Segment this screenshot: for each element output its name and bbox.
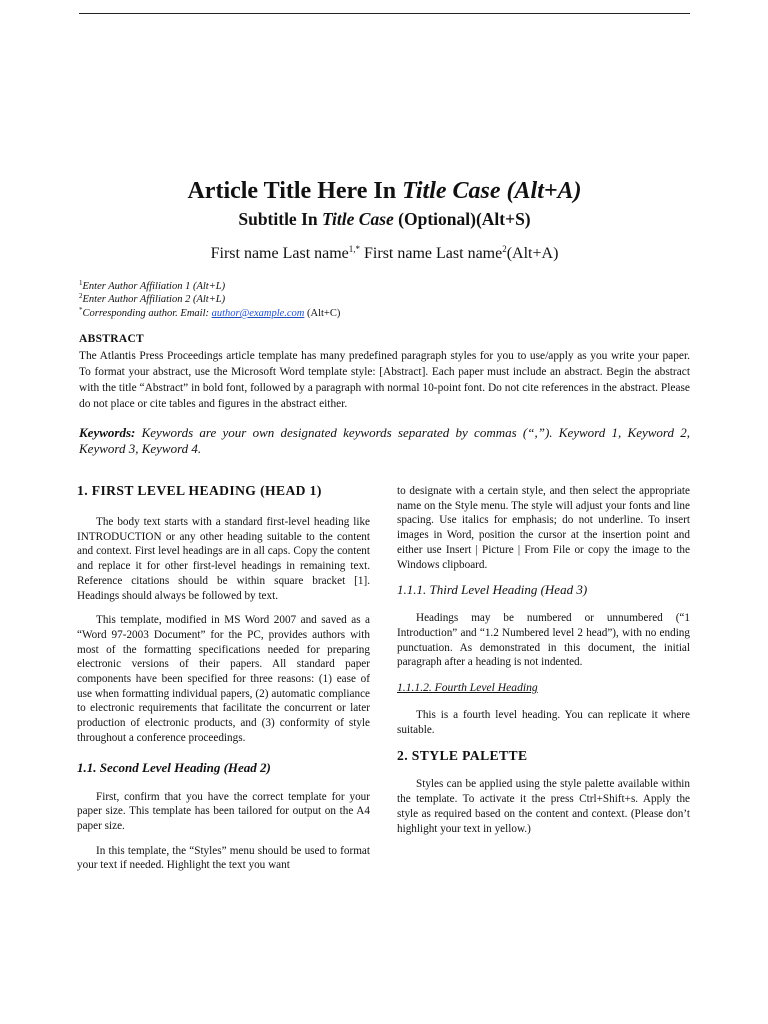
affiliation-1-marker: 1 — [79, 279, 83, 287]
paragraph: In this template, the “Styles” menu should be used to format your text if needed. Highlight the text you want — [77, 844, 370, 872]
author-1: First name Last name — [210, 245, 349, 262]
subtitle-text-a: Subtitle In — [238, 209, 322, 229]
left-column — [77, 482, 370, 883]
heading-level-3: 1.1.1. Third Level Heading (Head 3) — [397, 582, 588, 598]
paragraph: First, confirm that you have the correct template for your paper size. This template has been tailored for output on the A4 paper size. — [77, 790, 370, 832]
right-column — [397, 484, 690, 846]
heading-level-1: 1. FIRST LEVEL HEADING (HEAD 1) — [77, 483, 322, 498]
subtitle-text-b: (Optional)(Alt+S) — [393, 209, 531, 229]
author-2-marker: 2 — [502, 244, 507, 254]
email-link[interactable]: author@example.com — [211, 308, 305, 319]
paragraph: Styles can be applied using the style palette available within the template. To activate it the press Ctrl+Shift+s. Apply the style as required based on the content and context. (Please don’t highlight your text in yellow.) — [397, 778, 690, 835]
corresponding-text: Corresponding author. Email: — [82, 308, 212, 319]
affiliation-1-text: Enter Author Affiliation 1 (Alt+L) — [82, 281, 226, 292]
paragraph: Headings may be numbered or unnumbered (“1 Introduction” and “1.2 Numbered level 2 head”), with no ending punctuation. As demonstrated in this document, the initial paragraph after a heading is not indented. — [397, 612, 690, 669]
abstract-body: The Atlantis Press Proceedings article template has many predefined paragraph styles for you to use/apply as you write your paper. To format your abstract, use the Microsoft Word template style: [Abstract]. Each paper must include an abstract. Begin the abstract with the title “Abstract” in bold font, followed by a paragraph with normal 10-point font. Do not cite references in the abstract. Please do not place or cite tables and figures in the abstract either. — [79, 350, 690, 411]
heading-level-2: 1.1. Second Level Heading (Head 2) — [77, 759, 271, 775]
paragraph: to designate with a certain style, and then select the appropriate name on the Style menu. The style will adjust your fonts and line spacing. Use italics for emphasis; do not underline. To insert images in Word, position the cursor at the insertion point and either use Insert | Picture | From File or copy the image to the Windows clipboard. — [397, 485, 690, 571]
header-rule — [79, 13, 690, 14]
subtitle-italic-text: Title Case — [322, 209, 394, 229]
author-2: First name Last name — [360, 245, 503, 262]
keywords-label: Keywords: — [79, 425, 136, 440]
paragraph: This template, modified in MS Word 2007 and saved as a “Word 97-2003 Document” for the PC, provides authors with most of the formatting specifications needed for preparing electronic versions of their papers. All standard paper components have been specified for three reasons: (1) ease of use when formatting individual papers, (2) automatic compliance to electronic requirements that facilitate the concurrent or later production of electronic products, and (3) conformity of style throughout a conference proceedings. — [77, 614, 370, 744]
keywords-text: Keywords are your own designated keywords separated by commas (“,”). Keyword 1, Keyword 2, Keyword 3, Keyword 4. — [79, 425, 690, 456]
author-line — [79, 238, 690, 265]
affiliation-2-text: Enter Author Affiliation 2 (Alt+L) — [82, 294, 226, 305]
corresponding-author — [79, 303, 690, 321]
corresponding-marker: * — [79, 306, 83, 314]
article-subtitle — [79, 208, 690, 230]
author-1-marker: 1,* — [348, 244, 361, 254]
article-title — [79, 176, 690, 206]
heading-style-palette: 2. STYLE PALETTE — [397, 748, 528, 764]
corresponding-shortcut: (Alt+C) — [304, 308, 341, 319]
affiliation-2-marker: 2 — [79, 292, 83, 300]
author-shortcut: (Alt+A) — [506, 245, 559, 262]
paragraph: This is a fourth level heading. You can replicate it where suitable. — [397, 709, 690, 736]
title-text: Article Title Here In — [187, 178, 403, 204]
abstract-heading: ABSTRACT — [79, 333, 145, 345]
heading-level-4: 1.1.1.2. Fourth Level Heading — [397, 681, 538, 695]
title-italic-text: Title Case (Alt+A) — [402, 178, 582, 204]
keywords — [79, 425, 690, 456]
paragraph: The body text starts with a standard first-level heading like INTRODUCTION or any other heading suitable to the content and context. First level headings are in all caps. Copy the content and replace it for other first-level headings in remaining text. Reference citations should be within square bracket [1]. Headings should always be followed by text. — [77, 516, 370, 602]
